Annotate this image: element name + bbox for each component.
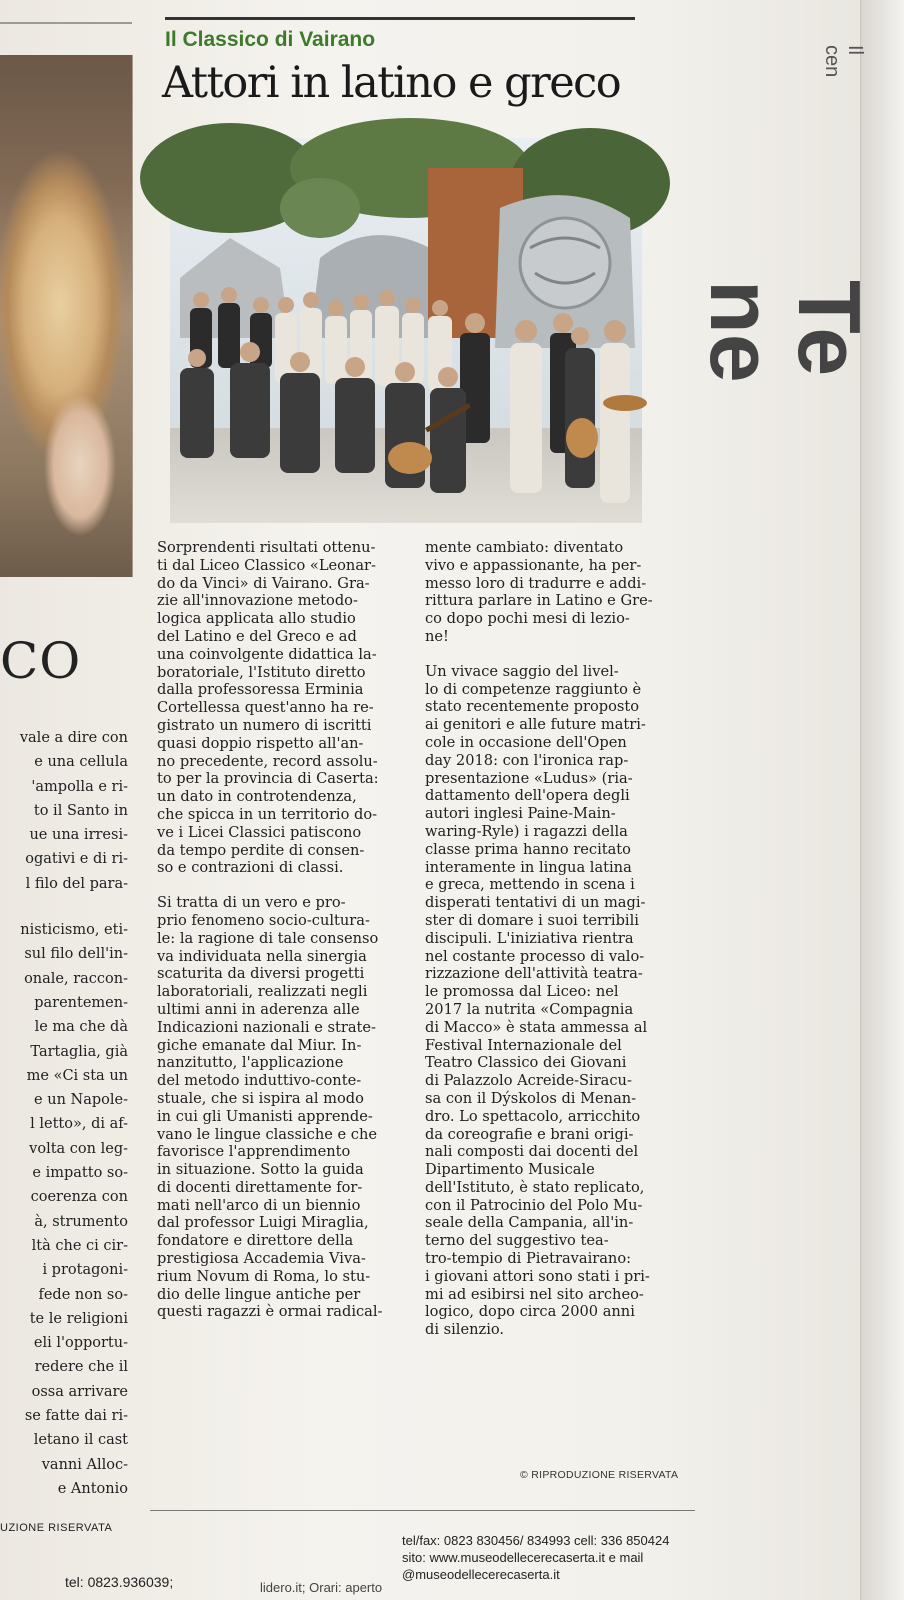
text-line: Sorprendenti risultati ottenu- [157,539,376,556]
text-line: gistrato un numero di iscritti [157,716,372,734]
article-kicker: Il Classico di Vairano [165,28,376,51]
text-line: so e contrazioni di classi. [157,859,344,877]
text-line: à, strumento [34,1213,128,1230]
left-article-text [0,726,128,1501]
text-line: to il Santo in [33,802,128,819]
text-line: no precedente, record assolu- [157,752,378,770]
text-line: dal professor Luigi Miraglia, [157,1214,369,1232]
opening-hours-fragment: lidero.it; Orari: aperto [260,1580,383,1595]
text-line: giche emanate dal Miur. In- [157,1036,362,1054]
text-line: ster di domare i suoi terribili [425,911,639,929]
text-line: boratoriale, l'Istituto diretto [157,663,366,681]
group-photo-illustration [170,138,642,523]
article-column-1 [157,539,412,1321]
text-line: questi ragazzi è ormai radical- [157,1303,383,1321]
text-line: l letto», di af- [30,1116,128,1133]
museum-contact [402,1532,669,1583]
text-line: waring-Ryle) i ragazzi della [425,822,628,840]
text-line: Festival Internazionale del [425,1036,622,1054]
text-line: nisticismo, eti- [20,922,128,939]
text-line: ti dal Liceo Classico «Leonar- [157,556,376,574]
text-line: do da Vinci» di Vairano. Gra- [157,574,370,592]
text-line: Un vivace saggio del livel- [425,662,619,680]
text-line: te le religioni [29,1310,128,1327]
text-line: vanni Alloc- [41,1456,128,1473]
text-line: fede non so- [38,1286,128,1303]
text-line: nel costante processo di valo- [425,947,645,965]
contact-phone: tel/fax: 0823 830456/ 834993 cell: 336 850424 [402,1533,670,1548]
text-line: ogativi e di ri- [25,851,128,868]
text-line: e Antonio [57,1480,128,1497]
text-line: lo di competenze raggiunto è [425,680,642,698]
text-line: in situazione. Sotto la guida [157,1161,364,1179]
text-line: rittura parlare in Latino e Gre- [425,592,653,610]
text-line: sul filo dell'in- [24,946,128,963]
left-column-rule [0,22,132,24]
text-line: un dato in controtendenza, [157,788,357,806]
text-line: che spicca in un territorio do- [157,805,378,823]
text-line: le: la ragione di tale consenso [157,929,379,947]
text-line: e un Napole- [34,1092,128,1109]
text-line: quasi doppio rispetto all'an- [157,734,364,752]
text-line: ue una irresi- [29,827,128,844]
text-line: stuale, che si ispira al modo [157,1089,364,1107]
text-line: cole in occasione dell'Open [425,733,627,751]
text-line: presentazione «Ludus» (ria- [425,769,633,787]
text-line: prio fenomeno socio-cultura- [157,911,370,929]
text-line: dro. Lo spettacolo, arricchito [425,1107,641,1125]
text-line: di silenzio. [425,1321,505,1339]
paragraph-break [0,896,128,918]
text-line: logica applicata allo studio [157,610,356,628]
text-line: rium Novum di Roma, lo stu- [157,1267,371,1285]
text-line: sa con il Dýskolos di Menan- [425,1089,637,1107]
text-line: se fatte dai ri- [24,1408,128,1425]
text-line: da tempo perdite di consen- [157,841,365,859]
text-line: interamente in lingua latina [425,858,632,876]
text-line: le promossa dal Liceo: nel [425,983,619,1001]
article-bottom-rule [150,1510,695,1511]
text-line: laboratoriali, realizzati negli [157,983,368,1001]
text-line: dell'Istituto, è stato replicato, [425,1178,645,1196]
text-line: Dipartimento Musicale [425,1161,595,1179]
text-line: i protagoni- [42,1262,128,1279]
text-line: nanzitutto, l'applicazione [157,1054,344,1072]
text-line: Indicazioni nazionali e strate- [157,1018,376,1036]
text-line: di Macco» è stata ammessa al [425,1018,648,1036]
text-line: dio delle lingue antiche per [157,1285,361,1303]
text-line: ne! [425,627,449,645]
text-line: scaturita da diversi progetti [157,965,365,983]
text-line: l filo del para- [25,875,128,892]
left-article-heading-fragment: CO [0,632,82,690]
text-line: ultimi anni in aderenza alle [157,1000,360,1018]
text-line: con il Patrocinio del Polo Mu- [425,1196,643,1214]
text-line: e impatto so- [32,1165,128,1182]
text-line: disperati tentativi di un magi- [425,894,646,912]
text-line: Cortellessa quest'anno ha re- [157,699,374,717]
article-column-2 [425,539,675,1339]
text-line: co dopo pochi mesi di lezio- [425,610,630,628]
text-line: terno del suggestivo tea- [425,1232,609,1250]
right-page-small-fragment: Il cen [821,45,866,78]
paragraph-break [157,877,412,894]
text-line: discipuli. L'iniziativa rientra [425,929,634,947]
left-article-photo [0,55,133,577]
text-line: zie all'innovazione metodo- [157,592,358,610]
text-line: di docenti direttamente for- [157,1178,363,1196]
bottom-info-strip [0,1530,860,1600]
text-line: coerenza con [30,1189,128,1206]
text-line: prestigiosa Accademia Viva- [157,1250,366,1268]
text-line: day 2018: con l'ironica rap- [425,751,629,769]
text-line: mente cambiato: diventato [425,539,624,556]
text-line: dattamento dell'opera degli [425,787,630,805]
left-article-credit: UZIONE RISERVATA [0,1522,113,1534]
contact-site: sito: www.museodellecerecaserta.it e mail [402,1550,644,1565]
text-line: del metodo induttivo-conte- [157,1072,362,1090]
text-line: rizzazione dell'attività teatra- [425,965,643,983]
text-line: in cui gli Umanisti apprende- [157,1107,373,1125]
text-line: e una cellula [34,754,128,771]
text-line: logico, dopo circa 2000 anni [425,1303,635,1321]
text-line: di Palazzolo Acreide-Siracu- [425,1072,632,1090]
text-line: dalla professoressa Erminia [157,681,364,699]
paragraph-break [425,646,675,663]
text-line: ltà che ci cir- [31,1237,128,1254]
text-line: ve i Licei Classici patiscono [157,823,362,841]
text-line: 'ampolla e ri- [31,778,128,795]
text-line: volta con leg- [29,1140,128,1157]
article-headline: Attori in latino e greco [162,58,621,108]
text-line: mati nell'arco di un biennio [157,1196,361,1214]
text-line: vivo e appassionante, ha per- [425,556,642,574]
text-line: ai genitori e alle future matri- [425,716,646,734]
group-photo [170,138,642,523]
text-line: tro-tempio di Pietravairano: [425,1250,632,1268]
text-line: del Latino e del Greco e ad [157,627,357,645]
text-line: Si tratta di un vero e pro- [157,894,346,912]
text-line: va individuata nella sinergia [157,947,367,965]
text-line: una coinvolgente didattica la- [157,645,377,663]
text-line: parentemen- [34,994,128,1011]
text-line: to per la provincia di Caserta: [157,770,379,788]
text-line: redere che il [34,1359,128,1376]
text-line: autori inglesi Paine-Main- [425,805,616,823]
text-line: messo loro di tradurre e addi- [425,574,647,592]
text-line: e greca, mettendo in scena i [425,876,635,894]
left-phone: tel: 0823.936039; [65,1574,174,1590]
text-line: classe prima hanno recitato [425,840,631,858]
text-line: seale della Campania, all'in- [425,1214,634,1232]
text-line: nali composti dai docenti del [425,1143,639,1161]
text-line: onale, raccon- [24,970,128,987]
text-line: le ma che dà [34,1019,128,1036]
text-line: mi ad esibirsi nel sito archeo- [425,1285,644,1303]
text-line: da coreografie e brani origi- [425,1125,634,1143]
right-page-edge [692,0,904,1600]
text-line: 2017 la nutrita «Compagnia [425,1000,634,1018]
text-line: i giovani attori sono stati i pri- [425,1267,650,1285]
article-top-rule [165,17,635,20]
text-line: fondatore e direttore della [157,1232,354,1250]
text-line: Tartaglia, già [30,1043,128,1060]
text-line: me «Ci sta un [26,1067,128,1084]
text-line: favorisce l'apprendimento [157,1143,351,1161]
text-line: stato recentemente proposto [425,698,640,716]
text-line: vale a dire con [19,730,128,746]
text-line: letano il cast [33,1432,128,1449]
text-line: Teatro Classico dei Giovani [425,1054,627,1072]
right-page-headline-fragment: Te ne [692,280,879,383]
text-line: vano le lingue classiche e che [157,1125,377,1143]
text-line: ossa arrivare [31,1383,128,1400]
text-line: eli l'opportu- [33,1335,128,1352]
contact-email: @museodellecerecaserta.it [402,1567,560,1582]
article-credit: © RIPRODUZIONE RISERVATA [520,1469,679,1481]
